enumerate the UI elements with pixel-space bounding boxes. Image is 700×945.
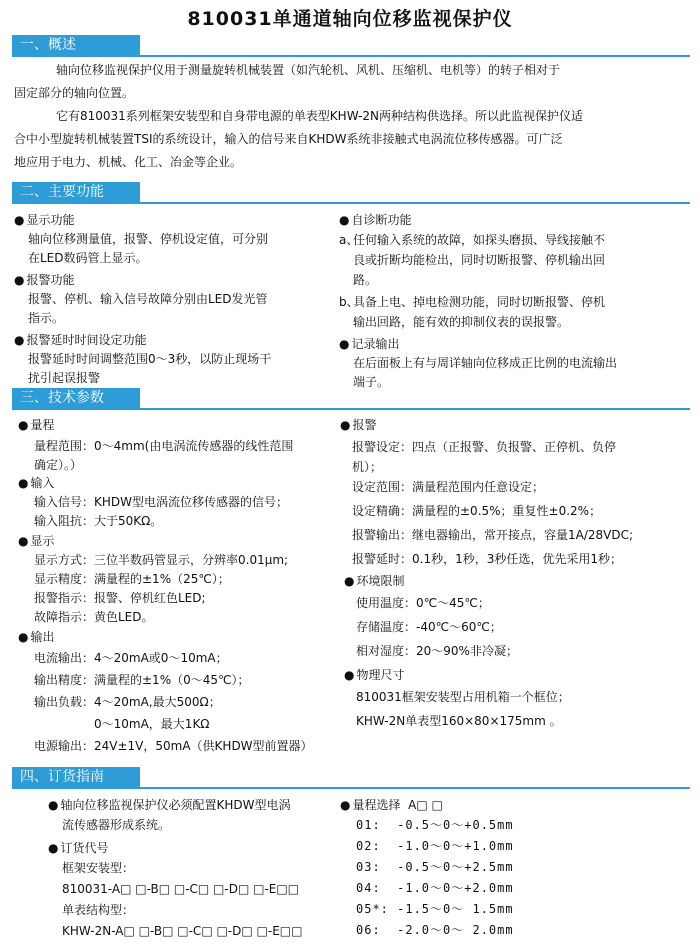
ordering-code-heading: ● 订货代号 bbox=[48, 841, 109, 855]
bullet-icon: ● bbox=[340, 418, 351, 432]
bullet-icon: ● bbox=[14, 333, 25, 347]
spec-row: 输入阻抗：大于50KΩ。 bbox=[34, 514, 163, 528]
bullet-icon: ● bbox=[18, 418, 29, 432]
bullet-icon: ● bbox=[18, 534, 29, 548]
spec-row: 设定范围：满量程范围内任意设定； bbox=[352, 480, 545, 494]
function-item: ● 显示功能 bbox=[14, 213, 75, 227]
spec-row: 设定精确：满量程的±0.5%；重复性±0.2%； bbox=[352, 504, 602, 518]
frame-type-label: 框架安装型： bbox=[62, 861, 135, 875]
function-text: 扰引起误报警 bbox=[28, 371, 101, 385]
ordering-columns bbox=[14, 795, 694, 945]
section-specs-heading: 三、技术参数 bbox=[12, 388, 140, 408]
range-option: 06: -2.0～0～ 2.0mm bbox=[356, 923, 514, 937]
spec-row: KHW-2N单表型160×80×175mm 。 bbox=[356, 714, 562, 728]
function-text: 报警延时时间调整范围0～3秒，以防止现场干 bbox=[28, 352, 272, 366]
spec-row: 报警设定：四点（正报警、负报警、正停机、负停 bbox=[352, 440, 617, 454]
bullet-icon: ● bbox=[339, 337, 350, 351]
overview-para-1: 轴向位移监视保护仪用于测量旋转机械装置（如汽轮机、风机、压缩机、电机等）的转子相对于 bbox=[56, 63, 561, 77]
spec-row: 相对湿度：20～90%非冷凝； bbox=[356, 644, 518, 658]
spec-group-environment: ● 环境限制 bbox=[344, 574, 405, 588]
bullet-icon: ● bbox=[14, 273, 25, 287]
spec-row: 量程范围：0～4mm(由电涡流传感器的线性范围 bbox=[34, 439, 294, 453]
spec-row: 0～10mA，最大1KΩ bbox=[94, 717, 210, 731]
page-title: 810031单通道轴向位移监视保护仪 bbox=[187, 8, 513, 30]
range-option: 04: -1.0～0～+2.0mm bbox=[356, 881, 514, 895]
spec-row: 输出精度：满量程的±1%（0～45℃）； bbox=[34, 673, 250, 687]
bullet-icon: ● bbox=[18, 476, 29, 490]
functions-columns bbox=[14, 210, 694, 389]
item-label: b、 bbox=[339, 295, 359, 309]
function-text: 报警、停机、输入信号故障分别由LED发光管 bbox=[28, 292, 268, 306]
function-item: ● 报警延时时间设定功能 bbox=[14, 333, 147, 347]
spec-row: 电源输出：24V±1V，50mA（供KHDW型前置器） bbox=[34, 739, 313, 753]
spec-row: 显示方式：三位半数码管显示，分辨率0.01μm; bbox=[34, 553, 289, 567]
range-option: 03: -0.5～0～+2.5mm bbox=[356, 860, 514, 874]
section-functions-header bbox=[12, 182, 690, 204]
function-text: 在LED数码管上显示。 bbox=[28, 251, 148, 265]
overview-para-2: 它有810031系列框架安装型和自身带电源的单表型KHW-2N两种结构供选择。所以此监视保护仪适 bbox=[56, 109, 584, 123]
bullet-icon: ● bbox=[344, 574, 355, 588]
section-ordering-header bbox=[12, 767, 690, 789]
overview-para-2b: 合中小型旋转机械装置TSI的系统设计，输入的信号来自KHDW系统非接触式电涡流位移传感器。可广泛 bbox=[14, 132, 563, 146]
diag-item-a: a、 任何输入系统的故障，如探头磨损、导线接触不 良或折断均能检出，同时切断报警、停机输出回 路。 bbox=[339, 230, 684, 290]
range-option: 02: -1.0～0～+1.0mm bbox=[356, 839, 514, 853]
frame-type-code: 810031-A□ □-B□ □-C□ □-D□ □-E□□ bbox=[62, 882, 300, 896]
diag-item-b: b、 具备上电、掉电检测功能，同时切断报警、停机 输出回路，能有效的抑制仪表的误报警。 bbox=[339, 292, 684, 332]
range-option: 01: -0.5～0～+0.5mm bbox=[356, 818, 514, 832]
specs-columns bbox=[14, 415, 694, 757]
specs-left-column bbox=[18, 415, 351, 757]
spec-row: 输出负载：4～20mA,最大500Ω； bbox=[34, 695, 221, 709]
section-ordering-heading: 四、订货指南 bbox=[12, 767, 140, 787]
bullet-icon: ● bbox=[48, 841, 59, 855]
spec-group-physical: ● 物理尺寸 bbox=[344, 668, 405, 682]
spec-row: 输入信号：KHDW型电涡流位移传感器的信号； bbox=[34, 495, 288, 509]
overview-para-2c: 地应用于电力、机械、化工、冶金等企业。 bbox=[14, 155, 243, 169]
spec-row: 存储温度：-40℃～60℃； bbox=[356, 620, 502, 634]
spec-row: 使用温度：0℃～45℃； bbox=[356, 596, 490, 610]
function-text: 轴向位移测量值，报警、停机设定值，可分别 bbox=[28, 232, 269, 246]
section-specs-header bbox=[12, 388, 690, 410]
section-overview-header bbox=[12, 35, 690, 57]
spec-group-alarm: ● 报警 bbox=[340, 418, 377, 432]
section-functions-heading: 二、主要功能 bbox=[12, 182, 140, 202]
spec-row: 报警指示：报警、停机红色LED; bbox=[34, 591, 206, 605]
spec-row: 报警延时：0.1秒，1秒，3秒任选，优先采用1秒； bbox=[352, 552, 622, 566]
functions-left-column bbox=[14, 210, 344, 388]
function-item: ● 记录输出 bbox=[339, 337, 400, 351]
spec-group-range: ● 量程 bbox=[18, 418, 55, 432]
function-item: ● 报警功能 bbox=[14, 273, 75, 287]
item-label: a、 bbox=[339, 233, 359, 247]
function-text: 在后面板上有与周详轴向位移成正比例的电流输出 bbox=[353, 356, 618, 370]
bullet-icon: ● bbox=[18, 630, 29, 644]
range-select-heading: ● 量程选择 A□ □ bbox=[340, 798, 443, 812]
section-overview-heading: 一、概述 bbox=[12, 35, 140, 55]
datasheet-page bbox=[0, 6, 700, 941]
spec-row: 显示精度：满量程的±1%（25℃）； bbox=[34, 572, 230, 586]
spec-group-input: ● 输入 bbox=[18, 476, 55, 490]
spec-row: 电流输出：4～20mA或0～10mA； bbox=[34, 651, 228, 665]
ordering-note: ● 轴向位移监视保护仪必须配置KHDW型电涡 bbox=[48, 798, 291, 812]
bullet-icon: ● bbox=[14, 213, 25, 227]
overview-para-1b: 固定部分的轴向位置。 bbox=[14, 86, 135, 100]
spec-group-display: ● 显示 bbox=[18, 534, 55, 548]
bullet-icon: ● bbox=[344, 668, 355, 682]
bullet-icon: ● bbox=[48, 798, 59, 812]
spec-row: 810031框架安装型占用机箱一个框位； bbox=[356, 690, 570, 704]
functions-right-column bbox=[339, 210, 684, 392]
function-text: 端子。 bbox=[353, 375, 390, 389]
ordering-note-text: 流传感器形成系统。 bbox=[62, 818, 171, 832]
single-meter-label: 单表结构型： bbox=[62, 903, 135, 917]
spec-row: 报警输出：继电器输出，常开接点，容量1A/28VDC; bbox=[352, 528, 634, 542]
spec-group-output: ● 输出 bbox=[18, 630, 55, 644]
ordering-right-column bbox=[340, 795, 680, 941]
spec-row: 故障指示：黄色LED。 bbox=[34, 610, 154, 624]
ordering-left-column bbox=[48, 795, 351, 942]
function-text: 指示。 bbox=[28, 311, 65, 325]
range-option: 05*: -1.5～0～ 1.5mm bbox=[356, 902, 514, 916]
spec-row: 机）； bbox=[352, 460, 383, 474]
bullet-icon: ● bbox=[339, 213, 350, 227]
spec-row: 确定）。） bbox=[34, 458, 83, 472]
specs-right-column bbox=[340, 415, 690, 733]
function-item: ● 自诊断功能 bbox=[339, 213, 412, 227]
single-meter-code: KHW-2N-A□ □-B□ □-C□ □-D□ □-E□□ bbox=[62, 924, 303, 938]
bullet-icon: ● bbox=[340, 798, 351, 812]
